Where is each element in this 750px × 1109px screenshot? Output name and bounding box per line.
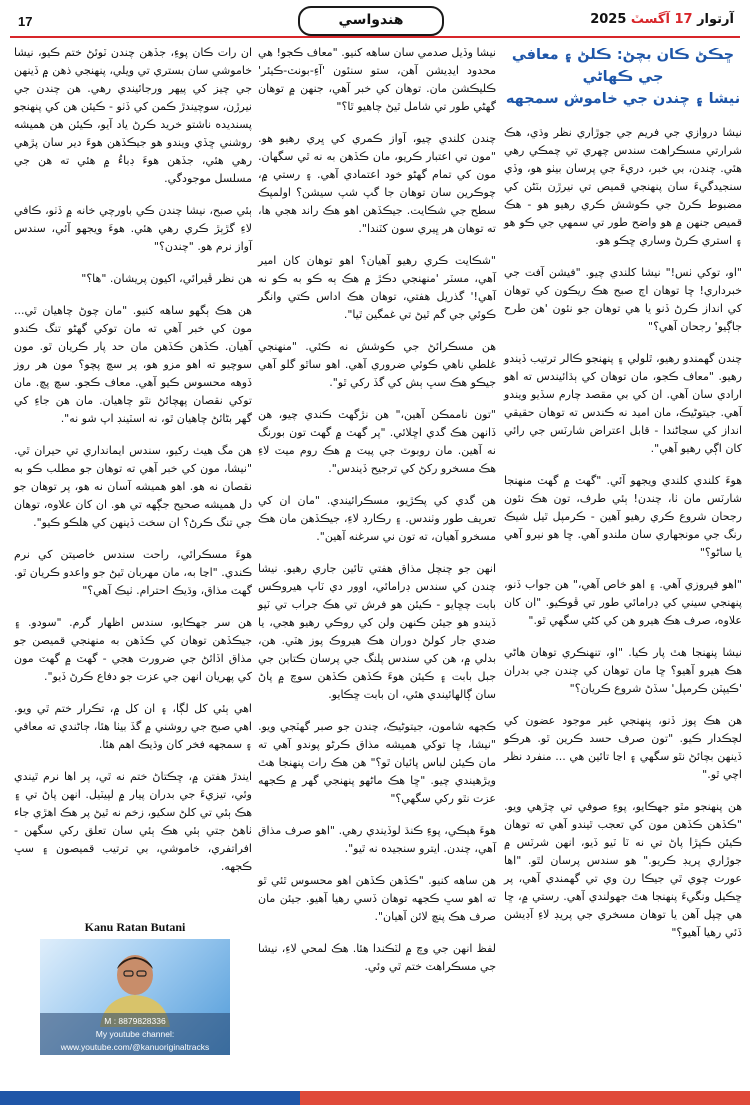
paragraph: هوءَ کلندي کلندي ويجهو آئي. "گهٽ ۾ گهٽ منهنجا شارٽس مان ٺا، چندن! ٻئي طرف، تون هڪ نئون رجحان شروع ڪري رهيو آهين - ڪرمپل ٿيل شيڪ رنگ جي مونجهاري سان ملندو آهي. ڇا هو نيرو آهي يا ساڻو؟" (504, 474, 742, 559)
author-photo (40, 939, 230, 1055)
author-box (40, 920, 230, 1052)
issue-date-day: 17 (674, 12, 693, 27)
issue-day: آرتوار (697, 12, 734, 27)
article-column-right (504, 44, 742, 1039)
paragraph: لفظ انهن جي وچ ۾ لٽڪندا هئا. هڪ لمحي لاءِ، نيشا جي مسڪراهٽ ختم ٿي وئي. (258, 942, 496, 973)
page-footer (0, 1083, 750, 1109)
article-title (504, 44, 742, 110)
paragraph: هن سر جهڪايو، سندس اظهار گرم. "سودو. ۽ جيڪڏهن توهان کي ڪڏهن به منهنجي قميصن جو مذاق اڏائڻ جي ضرورت هجي - گهٽ ۾ گهٽ مون کي پهريان انهن جي عزت جو دفاع ڪرڻ ڏيو". (14, 616, 252, 683)
author-name: Kanu Ratan Butani (84, 920, 186, 934)
article-column-left (14, 44, 252, 919)
paragraph: انهن جو چنچل مذاق هفتي تائين جاري رهيو. نيشا چندن کي سندس ڊرامائي، اوور دي ٽاپ هيروڪس بابت چڇايو - ڪيئن هو فرش تي هڪ جراب تي ٽپو ڏيندو هو جيئن ڪنهن ولن کي روڪي رهيو هجي، يا ضدي جار کولڻ دوران هڪ هيروڪ پوز هٽي. هن، بدلي ۾، هن کي سندس پلنگ جي پرسان ڪتابن جي جبل بابت ۽ ڪيئن هوءَ ڪڏهن ڪڏهن سوچ ۾ پاڻ سان ڳالهائيندي هئي، ان بابت ڇڪايو. (258, 562, 496, 701)
paragraph: هن نظر ڦيرائي، اکيون پريشان. "ها؟" (81, 272, 252, 285)
paragraph: اهي ٻئي کل لڳا، ۽ ان کل ۾، تڪرار ختم ٿي ويو. اهي صبح جي روشني ۾ گڏ بيٺا هئا، ڄاڻندي ته معافي ۽ سمجهه فخر کان وڌيڪ اهم هئا. (14, 702, 252, 751)
paragraph: "او، توکي ٺس!" نيشا کلندي چيو. "فيشن آفت جي خبرداري! ڇا توهان اڄ صبح هڪ ريڪون کي توهان کي انداز ڪرڻ ڏنو يا هي توهان جو نئون 'هن طرح جاڳيو' رجحان آهي؟" (504, 266, 742, 333)
issue-year: 2025 (590, 12, 627, 27)
issue-month: آگسٽ (630, 12, 670, 27)
paragraph: ان رات ڪان پوءِ، جڏهن چندن ٽوئڻ ختم ڪيو، نيشا خاموشي سان بستري تي ويلي، پنهنجي ذهن ۾ ڏينهن جي چيز کي پيهر ورجائيندي رهي. هن چندن جي نيرڙن، سوچيندڙ ڪمن کي ڏٺو - ڪيئن هن کي پنهنجو پسنديده ناشتو خريد ڪرڻ ياد آيو، ڪيئن هن هميشه روشني ڇڏي ويندو هو جيڪڏهن هوءَ دير سان پڙهي رهي هئي، جڏهن هوءَ ڊباءُ ۾ هئي ته هن جي مسلسل موجودگي. (14, 46, 252, 185)
paragraph: هن گدي کي پڪڙيو، مسڪرائيندي. "مان ان کي تعريف طور وٺندس. ۽ رڪارڊ لاءِ، جيڪڏهن مان هڪ مسخرو آهيان، ته تون ني سرغنه آهين". (258, 494, 496, 543)
masthead-logo: هندواسي (298, 6, 444, 36)
paragraph: "شڪايت ڪري رهيو آهيان؟ اهو توهان کان امير آهي، مسٽر 'منهنجي دڪڙ ۾ هڪ ٻه ڪو به ڪو نه آهي!' گذريل هفتي، توهان هڪ اداس ڪتي وانگر ڪوئي جي گم ٿيڻ تي غمگين ٿيا". (258, 254, 496, 321)
paragraph: "تون ناممڪن آهين،" هن نڙگهٽ ڪندي چيو، هن ڏانهن هڪ گدي اڇلائي. "پر گهٽ ۾ گهٽ تون بورنگ نه آهين. مان روبوٽ جي پيٽ ۾ هڪ روم ميٽ لاءِ هڪ مسخرو رکڻ کي ترجيح ڏيندس". (258, 408, 496, 475)
paragraph: چندن کلندي چيو، آواز ڪمري کي ڀري رهيو هو. "مون تي اعتبار ڪريو، مان ڪڏهن به نه ٿي سگهان. مون کي تمام گهڻو خود اعتمادي آهي. ۽ رستي ۾، چوڪرين سان توهان جا گپ شپ سيشن؟ اولمپڪ سطح جي شڪايت. جيڪڏهن اهو هڪ راند هجي ها، ته توهان هر ڀيري سون کٽندا". (258, 132, 496, 235)
paragraph: هن مسڪرائڻ جي ڪوشش نه ڪئي. "منهنجي غلطي ناهي ڪوئي ضروري آهي. اهو ساٿو گلو آهي جيڪو هڪ سڀ ٻش کي گڏ رکي ٿو". (258, 340, 496, 389)
article-column-middle (258, 44, 496, 1039)
author-channel-link[interactable]: www.youtube.com/@kanuoriginaltracks (60, 1042, 210, 1052)
author-phone: M : 8879828336 (104, 1016, 166, 1026)
author-channel-label: My youtube channel: (95, 1029, 175, 1039)
paragraph: نيشا پنهنجا هٿ پار ڪيا. "او، تنهنڪري توهان هاڻي هڪ هيرو آهيو؟ ڇا مان توهان کي چندن جي بدران 'ڪيپٽن ڪرمپل' سڏڻ شروع ڪريان؟" (504, 646, 742, 695)
paragraph: ايندڙ هفتن ۾، ڇڪتاڻ ختم نه ٿي، پر اها نرم ٿيندي وئي، تيزيءَ جي بدران پيار ۾ لپيٽيل. انهن پاڻ تي ۽ هڪ ٻئي تي کلڻ سکيو، زخم نه ٿيڻ پر هڪ اهڙي جاء ٺاهڻ جتي ٻئي هڪ ٻئي سان تعلق رکي سگهن - افراتفري، خاموشي، بي ترتيب قميصون ۽ سڀ ڪجهه. (14, 770, 252, 873)
paragraph: نيشا دروازي جي فريم جي جوڙاري نظر وڌي، هڪ شرارتي مسڪراهٽ سندس چهري تي چمڪي رهي هئي. چندن، بي خبر، دريءَ جي پرسان بيٺو هو، وڏي سنجيدگيءَ سان پنهنجي قميص تي نيرڙن بٽڻن کي مضبوط ڪرڻ جي ڪوشش ڪري رهيو هو - هڪ قميص جنهن ۾ هو واضح طور تي سمهي جي ڪو هو ۽ استري ڪرڻ وساري ڇڪو هو. (504, 126, 742, 247)
article-title-line-2: نيشا ۽ چندن جي خاموش سمجهه (505, 91, 741, 107)
footer-bar-red (300, 1091, 750, 1105)
page-number: 17 (18, 14, 33, 29)
header-divider (10, 36, 740, 38)
paragraph: ڪجهه شامون، جيتوڻيڪ، چندن جو صبر گهٽجي ويو. "نيشا، ڇا توکي هميشه مذاق ڪرڻو پوندو آهي ته مان ڪيئن لباس پائيان ٿو؟" هن هڪ رات پنهنجا هٿ ويڙهيندي چيو. "ڇا هڪ ماڻهو پنهنجي گهر ۾ ڪجهه عزت نٿو رکي سگهي؟" (258, 720, 496, 805)
paragraph: هن هڪ پوز ڏنو، پنهنجي غير موجود عضون کي لچڪدار ڪيو. "تون صرف حسد ڪرين ٿو. هرڪو ڏينهن بچائڻ نٿو سگهي ۽ اڃا تائين هي ... منفرد نظر اچي ٿو." (504, 714, 742, 781)
page-header (0, 0, 750, 46)
footer-bar-blue (0, 1091, 300, 1105)
paragraph: "اهو فيروزي آهي. ۽ اهو خاص آهي،" هن جواب ڏنو، پنهنجي سيني کي ڊرامائي طور تي ڦوڪيو. "ان کان علاوه، صرف هڪ هيرو هن کي کڻي سگهي ٿو." (504, 578, 742, 627)
paragraph: هن ساهه کنيو. "ڪڏهن ڪڏهن اهو محسوس ٿئي ٿو ته اهو سڀ ڪجهه توهان ڏسي رهيا آهيو. جيئن مان صرف هڪ پنچ لائن آهيان". (258, 874, 496, 923)
article-title-line-1: ڇڪڻ ڪان بچڻ: ڪلڻ ۽ معافي جي ڪهاڻي (511, 47, 735, 85)
paragraph: هن هڪ ٻگهو ساهه کنيو. "مان چوڻ چاهيان ٿي... مون کي خبر آهي ته مان توکي گهڻو تنگ ڪندو آهيان. ڪڏهن ڪڏهن مان حد پار ڪريان ٿو. مون سوچيو ته اهو مزو هو، پر سچ پچو؟ مون هر روز ڏوهه محسوس ڪيو آهي. معاف ڪجو. سچ پچ. مان توکي نقصان پهچائڻ نٿو چاهيان. مان هن جاءِ کي گهر بڻائڻ چاهيان ٿو، نه اسٽينڊ اپ شو نه". (14, 304, 252, 425)
paragraph: هوءَ هٻڪي، پوءِ ڪنڌ لوڏيندي رهي. "اهو صرف مذاق آهي، چندن. ايترو سنجيده نه ٿيو". (258, 824, 496, 855)
paragraph: هن مگ هيٺ رکيو، سندس ايمانداري تي حيران ٿي. "نيشا، مون کي خبر آهي ته توهان جو مطلب ڪو به نقصان نه هو. اهو هميشه آسان نه هو، پر توهان جو دل هميشه صحيح جڳهه تي هو. ان کان علاوه، توهان جي تنگ ڪرڻ؟ ان سخت ڏينهن کي هلڪو ڪيو". (14, 444, 252, 529)
paragraph: نيشا وڏيل صدمي سان ساهه کنيو. "معاف ڪجو! هي محدود ايڊيشن آهن، ستو سنئون 'آءِ-بونٽ-ڪيئر' ڪليڪشن مان. توهان کي خبر آهي، جنهن ۾ توهان گهڻي طور تي شامل ٿيڻ چاهيو ٿا؟" (258, 46, 496, 113)
author-contact (40, 1013, 230, 1055)
paragraph: هوءَ مسڪرائي، راحت سندس خاصيتن کي نرم ڪندي. "اڃا به، مان مهربان ٿيڻ جو واعدو ڪريان ٿو. گهٽ مذاق، وڌيڪ احترام. ٺيڪ آهي؟" (14, 548, 252, 597)
issue-date (590, 12, 734, 27)
paragraph: هن پنهنجو مٿو جهڪايو، پوءِ صوفي تي چڙهي ويو. "ڪڏهن ڪڏهن مون کي تعجب ٿيندو آهي ته توهان ڪيئن ڪپڙا پاڻ تي نه ٽا ٽيو ڏيو، انهن شرٽس ۾ جوڙاري پريڊ ڪريو." هو سندس پرسان لٿو. "اها عورت چوي ٿي جيڪا رن وي تي گهمندي آهي، پر ڇڪيل ونگيءَ پنهنجا هٿ جهولندي آهي. رستي ۾، ڇا هي چپل آهن يا توهان مسخري جي پريڊ لاءِ آڊيشن ڏئي رهيا آهيو؟" (504, 800, 742, 939)
paragraph: چندن گهمندو رهيو، ٿلولي ۽ پنهنجو ڪالر ترتيب ڏيندو رهيو. "معاف ڪجو، مان توهان کي ٻڌائيندس ته اهو ارادي سان آهي. ان کي بي مقصد چارم سڏيو ويندو آهي. جيتوڻيڪ، مان اميد نه ڪندس ته توهان حقيقي انداز کي سڃاڻندا - قابل اعتراض شارٽس جي رائي کان اڳي رهيو آهي". (504, 352, 742, 455)
paragraph: ٻئي صبح، نيشا چندن ڪي باورچي خانه ۾ ڏٺو، ڪافي لاءِ گڙٻڙ ڪري رهي هئي. هوءَ ويجهو آئي، سندس آواز نرم هو. "چندن؟" (14, 204, 252, 253)
